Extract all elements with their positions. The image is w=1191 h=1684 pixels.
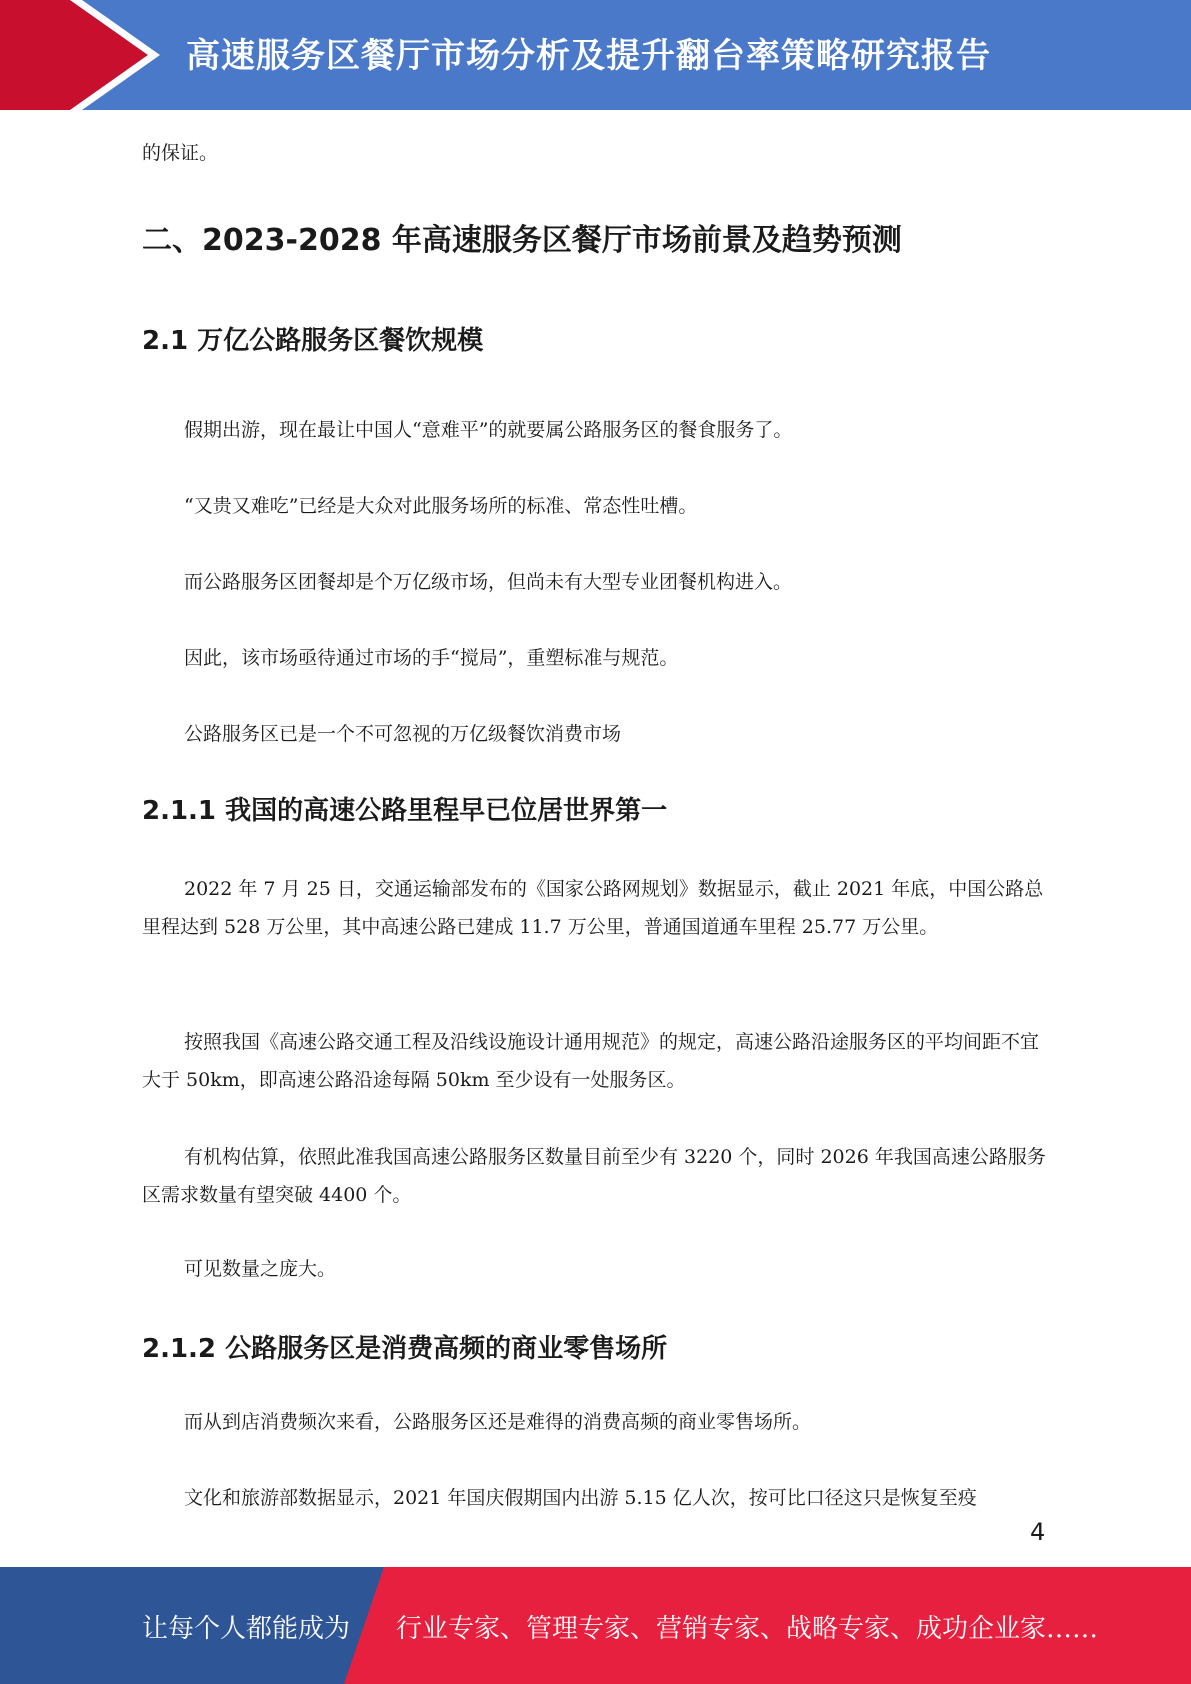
report-title: 高速服务区餐厅市场分析及提升翻台率策略研究报告 — [186, 36, 991, 76]
footer-slogan-left: 让每个人都能成为 — [142, 1614, 351, 1644]
section-title: 二、2023-2028 年高速服务区餐厅市场前景及趋势预测 — [142, 223, 902, 258]
footer-slogan-right: 行业专家、管理专家、营销专家、战略专家、成功企业家…… — [396, 1614, 1099, 1644]
paragraph: 文化和旅游部数据显示，2021 年国庆假期国内出游 5.15 亿人次，按可比口径这只是恢复至疫 — [184, 1487, 977, 1509]
footer-banner — [0, 1567, 1191, 1684]
paragraph: 而从到店消费频次来看，公路服务区还是难得的消费高频的商业零售场所。 — [184, 1411, 812, 1433]
continuation-text: 的保证。 — [142, 142, 219, 164]
page-number: 4 — [1030, 1518, 1046, 1546]
paragraph: 而公路服务区团餐却是个万亿级市场，但尚未有大型专业团餐机构进入。 — [184, 571, 793, 593]
paragraph: 假期出游，现在最让中国人“意难平”的就要属公路服务区的餐食服务了。 — [184, 419, 793, 441]
paragraph: 可见数量之庞大。 — [184, 1258, 337, 1280]
subsection-2-1-1-title: 2.1.1 我国的高速公路里程早已位居世界第一 — [142, 796, 668, 826]
header-banner — [0, 0, 1191, 110]
paragraph: 有机构估算，依照此准我国高速公路服务区数量目前至少有 3220 个，同时 2026 年我国高速公路服务区需求数量有望突破 4400 个。 — [142, 1146, 1046, 1206]
paragraph: 因此，该市场亟待通过市场的手“搅局”，重塑标准与规范。 — [184, 647, 679, 669]
paragraph: 2022 年 7 月 25 日，交通运输部发布的《国家公路网规划》数据显示，截止 2021 年底，中国公路总里程达到 528 万公里，其中高速公路已建成 11.7 万公里，普通国道通车里程 25.77 万公里。 — [142, 878, 1044, 938]
subsection-2-1-2-title: 2.1.2 公路服务区是消费高频的商业零售场所 — [142, 1334, 668, 1364]
paragraph: 按照我国《高速公路交通工程及沿线设施设计通用规范》的规定，高速公路沿途服务区的平均间距不宜大于 50km，即高速公路沿途每隔 50km 至少设有一处服务区。 — [142, 1031, 1040, 1091]
paragraph: 公路服务区已是一个不可忽视的万亿级餐饮消费市场 — [184, 723, 622, 745]
subsection-2-1-title: 2.1 万亿公路服务区餐饮规模 — [142, 326, 484, 356]
chevron-decoration-icon — [0, 0, 160, 110]
paragraph: “又贵又难吃”已经是大众对此服务场所的标准、常态性吐槽。 — [184, 495, 698, 517]
